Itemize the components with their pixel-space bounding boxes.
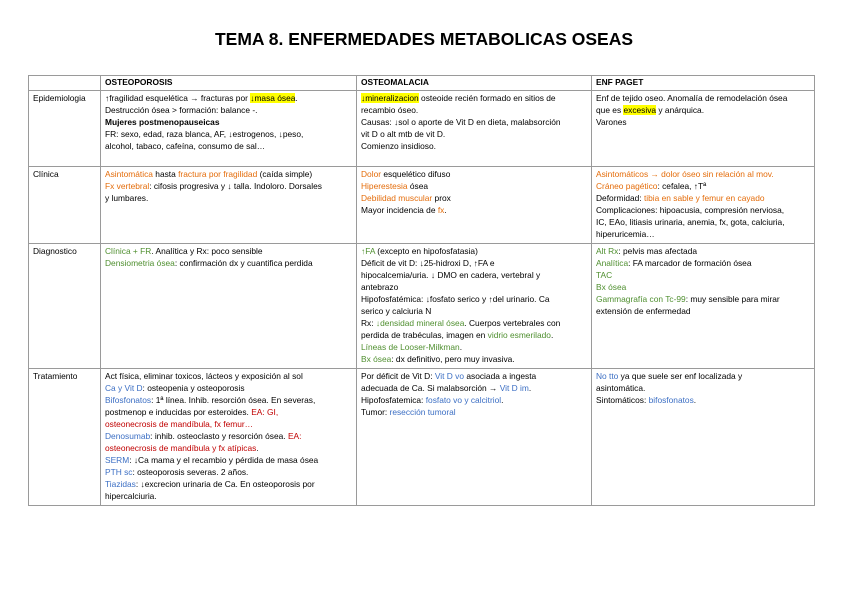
cell-line: [105, 192, 353, 204]
text-run: Clínica + FR: [105, 245, 152, 256]
text-run: osteonecrosis de mandíbula y fx atípicas: [105, 443, 257, 454]
text-run: : confirmación dx y cuantifica perdida: [174, 257, 313, 268]
text-run: .: [459, 342, 463, 353]
cell-line: [105, 180, 353, 192]
text-run: : inhib. osteoclasto y resorción ósea.: [150, 430, 288, 441]
text-run: Hiperestesia: [361, 181, 408, 192]
text-run: esquelético difuso: [381, 169, 451, 179]
text-run: : osteoporosis severas. 2 años.: [132, 467, 249, 478]
cell-line: [361, 168, 588, 180]
cell-line: [105, 490, 353, 502]
cell: [592, 243, 815, 368]
cell-line: [596, 180, 811, 192]
text-run: hasta: [152, 169, 179, 179]
text-run: ósea: [407, 181, 429, 192]
text-run: : cifosis progresiva y ↓ talla. Indoloro. Dorsales: [149, 181, 322, 192]
text-run: Vit D im: [499, 382, 529, 393]
row-label: Epidemiologia: [29, 91, 101, 167]
cell-line: [596, 192, 811, 204]
text-run: Hipofosfatemica:: [361, 394, 426, 405]
text-run: bifosfonatos: [648, 394, 694, 405]
cell-line: [596, 245, 811, 257]
cell-line: [361, 382, 588, 394]
cell-line: [361, 353, 588, 365]
cell-line: [596, 394, 811, 406]
text-run: Asintomáticos → dolor óseo sin relación al mov.: [596, 169, 774, 179]
text-run: fosfato vo y calcitriol: [425, 394, 502, 405]
cell-line: [105, 128, 353, 140]
cell-line: [105, 92, 353, 104]
text-run: perdida de trabéculas, imagen en: [361, 330, 488, 341]
text-run: y lumbares.: [105, 193, 149, 204]
header-osteoporosis: OSTEOPOROSIS: [101, 76, 357, 91]
text-run: Por déficit de Vit D:: [361, 370, 435, 381]
cell-line: [596, 116, 811, 128]
text-run: Mujeres postmenopauseicas: [105, 117, 220, 128]
cell-line: [596, 228, 811, 240]
cell-line: [361, 281, 588, 293]
text-run: : dx definitivo, pero muy invasiva.: [391, 354, 515, 365]
text-run: antebrazo: [361, 281, 399, 292]
cell-line: [361, 245, 588, 257]
cell-line: [105, 257, 353, 269]
text-run: Densiometria ósea: [105, 257, 175, 268]
text-run: .: [256, 443, 259, 454]
cell: [357, 368, 592, 505]
text-run: Tiazidas: [105, 479, 136, 490]
cell-line: [105, 168, 353, 180]
text-run: Alt Rx: [596, 245, 619, 256]
cell-line: [596, 293, 811, 305]
header-osteomalacia: OSTEOMALACIA: [357, 76, 592, 91]
text-run: Denosumab: [105, 430, 151, 441]
cell-line: [596, 269, 811, 281]
text-run: osteonecrosis de mandíbula, fx femur…: [105, 418, 254, 429]
text-run: postmenop e inducidas por esteroides.: [105, 406, 252, 417]
text-run: EA: GI,: [251, 406, 279, 417]
text-run: ↑fragilidad esquelética → fracturas por: [105, 93, 251, 103]
cell-line: [361, 92, 588, 104]
text-run: Gammagrafía con Tc-99: [596, 293, 686, 304]
cell-line: [596, 257, 811, 269]
text-run: .: [693, 394, 697, 405]
cell-line: [105, 245, 353, 257]
row-tratamiento: [29, 368, 815, 505]
text-run: Vit D vo: [434, 370, 465, 381]
cell: [101, 91, 357, 167]
text-run: ↑FA: [361, 245, 375, 256]
cell: [592, 91, 815, 167]
text-run: : 1ª línea. Inhib. resorción ósea. En severas,: [151, 394, 316, 405]
cell-line: [596, 204, 811, 216]
text-run: Enf de tejido oseo. Anomalía de remodelación ósea: [596, 93, 788, 103]
cell-line: [105, 418, 353, 430]
text-run: : muy sensible para mirar: [685, 293, 780, 304]
text-run: alcohol, tabaco, cafeína, consumo de sal…: [105, 141, 266, 152]
cell: [357, 243, 592, 368]
text-run: excesiva: [623, 105, 657, 116]
text-run: : ↓Ca mama y el recambio y pérdida de masa ósea: [129, 455, 319, 466]
text-run: Bx ósea: [596, 281, 627, 292]
cell-line: [361, 104, 588, 116]
cell-line: [596, 92, 811, 104]
text-run: Dolor: [361, 169, 382, 179]
text-run: asintomática.: [596, 382, 646, 393]
text-run: : ↓excrecion urinaria de Ca. En osteoporosis por: [135, 479, 315, 490]
cell-line: [105, 140, 353, 152]
cell-line: [361, 116, 588, 128]
text-run: .: [295, 93, 298, 103]
cell-line: [361, 293, 588, 305]
text-run: Debilidad muscular: [361, 193, 433, 204]
text-run: ↓masa ósea: [250, 93, 296, 103]
document-title: TEMA 8. ENFERMEDADES METABOLICAS OSEAS: [214, 29, 634, 49]
cell: [101, 243, 357, 368]
text-run: (excepto en hipofosfatasia): [374, 245, 478, 256]
text-run: adecuada de Ca. Si malabsorción →: [361, 382, 500, 393]
text-run: recambio óseo.: [361, 105, 419, 116]
text-run: resección tumoral: [389, 406, 456, 417]
text-run: . Cuerpos vertebrales con: [464, 318, 561, 329]
cell: [101, 368, 357, 505]
text-run: Fx vertebral: [105, 181, 150, 192]
text-run: .: [528, 382, 532, 393]
text-run: Act física, eliminar toxicos, lácteos y exposición al sol: [105, 370, 303, 381]
text-run: hipocalcemia/uria. ↓ DMO en cadera, vertebral y: [361, 269, 541, 280]
text-run: Líneas de Looser-Milkman: [361, 342, 460, 353]
cell-line: [361, 317, 588, 329]
row-label: Diagnostico: [29, 243, 101, 368]
text-run: Sintomáticos:: [596, 394, 649, 405]
text-run: Bifosfonatos: [105, 394, 152, 405]
cell-line: [105, 116, 353, 128]
cell-line: [105, 442, 353, 454]
text-run: : pelvis mas afectada: [618, 245, 698, 256]
cell-line: [105, 394, 353, 406]
cell-line: [361, 370, 588, 382]
text-run: Causas: ↓sol o aporte de Vit D en dieta, malabsorción: [361, 117, 561, 128]
cell-line: [596, 370, 811, 382]
cell-line: [361, 128, 588, 140]
text-run: Hipofosfatémica: ↓fosfato serico y ↑del urinario. Ca: [361, 293, 550, 304]
text-run: tibia en sable y femur en cayado: [643, 193, 765, 204]
text-run: TAC: [596, 269, 613, 280]
text-run: ↓mineralizacion: [361, 93, 419, 103]
text-run: .: [550, 330, 554, 341]
text-run: ↓densidad mineral ósea: [375, 318, 465, 329]
text-run: Bx ósea: [361, 354, 392, 365]
cell-line: [361, 257, 588, 269]
text-run: FR: sexo, edad, raza blanca, AF, ↓estrogenos, ↓peso,: [105, 129, 304, 140]
cell-line: [596, 216, 811, 228]
text-run: vit D o alt mtb de vit D.: [361, 129, 446, 140]
text-run: Tumor:: [361, 406, 390, 417]
text-run: prox: [432, 193, 451, 204]
text-run: y anárquica.: [656, 105, 705, 116]
cell-line: [361, 406, 588, 418]
text-run: Déficit de vit D: ↓25-hidroxi D, ↑FA e: [361, 257, 495, 268]
cell-line: [105, 382, 353, 394]
row-clinica: [29, 167, 815, 244]
cell-line: [105, 370, 353, 382]
cell-line: [105, 406, 353, 418]
text-run: hiperuricemia…: [596, 229, 655, 240]
cell-line: [105, 466, 353, 478]
text-run: Analítica: [596, 257, 629, 268]
text-run: osteoide recién formado en sitios de: [418, 93, 556, 103]
cell-line: [361, 192, 588, 204]
cell-line: [361, 180, 588, 192]
text-run: Complicaciones: hipoacusia, compresión nerviosa,: [596, 205, 785, 216]
text-run: Varones: [596, 117, 627, 128]
row-epidemiologia: [29, 91, 815, 167]
text-run: .: [444, 205, 447, 216]
text-run: fx: [437, 205, 445, 216]
text-run: . Analítica y Rx: poco sensible: [151, 245, 263, 256]
text-run: Rx:: [361, 318, 376, 329]
text-run: Comienzo insidioso.: [361, 141, 436, 152]
cell: [101, 167, 357, 244]
text-run: No tto: [596, 370, 619, 381]
text-run: Destrucción ósea > formación: balance -.: [105, 105, 258, 116]
text-run: vidrio esmerilado: [487, 330, 551, 341]
cell: [357, 167, 592, 244]
cell-line: [361, 140, 588, 152]
text-run: hipercalciuria.: [105, 491, 157, 502]
text-run: que es: [596, 105, 624, 116]
cell-line: [361, 305, 588, 317]
cell-line: [105, 430, 353, 442]
text-run: .: [501, 394, 504, 405]
cell: [592, 167, 815, 244]
cell-line: [105, 454, 353, 466]
text-run: Ca y Vit D: [105, 382, 143, 393]
cell-line: [361, 269, 588, 281]
header-enf-paget: ENF PAGET: [592, 76, 815, 91]
header-row: [29, 76, 815, 91]
summary-table: [28, 75, 815, 506]
cell-line: [361, 204, 588, 216]
row-label: Clínica: [29, 167, 101, 244]
cell-line: [596, 281, 811, 293]
text-run: SERM: [105, 455, 130, 466]
text-run: IC, EAo, litiasis urinaria, anemia, fx, gota, calciuria,: [596, 217, 785, 228]
text-run: : cefalea, ↑Tª: [657, 181, 707, 192]
row-label: Tratamiento: [29, 368, 101, 505]
cell-line: [596, 104, 811, 116]
text-run: Mayor incidencia de: [361, 205, 438, 216]
text-run: Cráneo pagético: [596, 181, 658, 192]
header-cell-empty: [29, 76, 101, 91]
cell-line: [361, 394, 588, 406]
text-run: Deformidad:: [596, 193, 644, 204]
cell-line: [361, 341, 588, 353]
text-run: ya que suele ser enf localizada y: [618, 370, 743, 381]
text-run: (caída simple): [257, 169, 313, 179]
text-run: asociada a ingesta: [464, 370, 537, 381]
cell-line: [105, 478, 353, 490]
cell-line: [596, 382, 811, 394]
cell-line: [361, 329, 588, 341]
cell-line: [105, 104, 353, 116]
cell-line: [596, 305, 811, 317]
text-run: fractura por fragilidad: [178, 169, 258, 179]
text-run: serico y calciuria N: [361, 306, 432, 317]
cell-line: [596, 168, 811, 180]
text-run: : osteopenia y osteoporosis: [142, 382, 245, 393]
text-run: PTH sc: [105, 467, 133, 478]
row-diagnostico: [29, 243, 815, 368]
text-run: : FA marcador de formación ósea: [628, 257, 752, 268]
cell: [592, 368, 815, 505]
cell: [357, 91, 592, 167]
text-run: EA:: [287, 430, 302, 441]
text-run: Asintomática: [105, 169, 153, 179]
text-run: extensión de enfermedad: [596, 306, 691, 317]
